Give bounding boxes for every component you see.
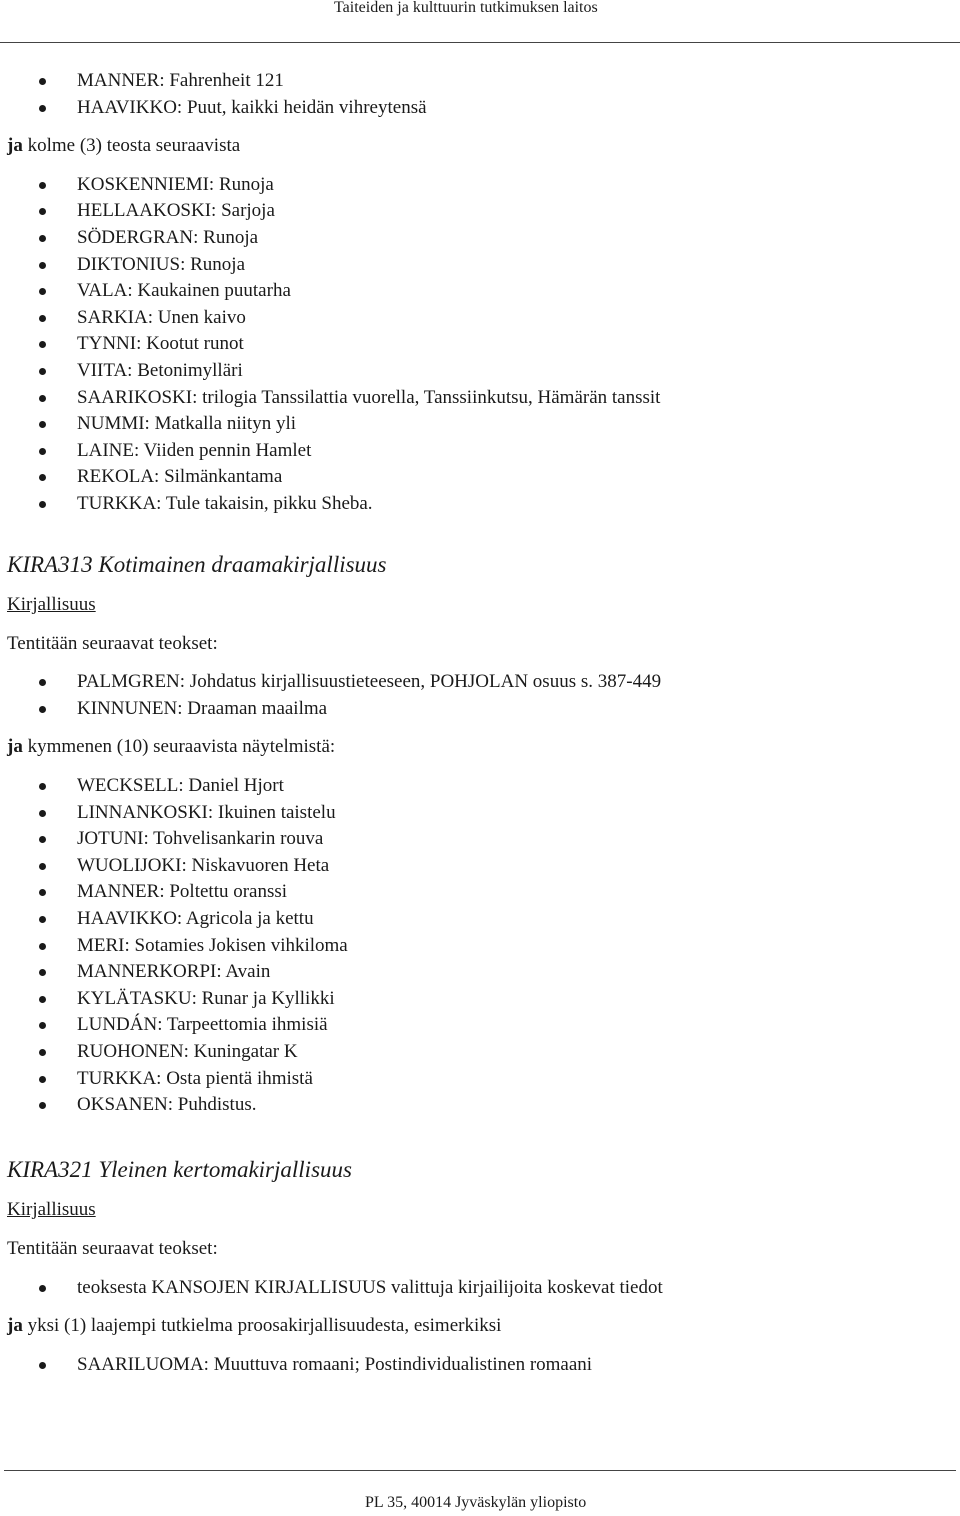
list-item: LUNDÁN: Tarpeettomia ihmisiä	[0, 1012, 960, 1039]
list-item: TURKKA: Osta pientä ihmistä	[0, 1066, 960, 1093]
list-item: LAINE: Viiden pennin Hamlet	[0, 438, 960, 465]
list-item: HAAVIKKO: Puut, kaikki heidän vihreytensä	[0, 95, 960, 122]
section2-intro-b	[0, 1313, 960, 1340]
list-item: MANNERKORPI: Avain	[0, 959, 960, 986]
and-word: ja	[7, 135, 23, 157]
section0-list-b	[0, 172, 960, 518]
list-item: KINNUNEN: Draaman maailma	[0, 696, 960, 723]
list-item: MANNER: Fahrenheit 121	[0, 68, 960, 95]
and-word: ja	[7, 1315, 23, 1337]
intro-text: kolme (3) teosta seuraavista	[27, 135, 241, 157]
list-item: SÖDERGRAN: Runoja	[0, 225, 960, 252]
section1-list-a	[0, 669, 960, 722]
list-item: HAAVIKKO: Agricola ja kettu	[0, 906, 960, 933]
section2-subheading: Kirjallisuus	[7, 1199, 96, 1221]
section0-list-a	[0, 68, 960, 121]
and-word: ja	[7, 736, 23, 758]
list-item: NUMMI: Matkalla niityn yli	[0, 411, 960, 438]
section0-intro-b	[0, 133, 960, 160]
list-item: RUOHONEN: Kuningatar K	[0, 1039, 960, 1066]
section1-list-b	[0, 773, 960, 1119]
list-item: TURKKA: Tule takaisin, pikku Sheba.	[0, 491, 960, 518]
section2-list-b	[0, 1352, 960, 1379]
section1-intro: Tentitään seuraavat teokset:	[7, 632, 218, 654]
section1-heading: KIRA313 Kotimainen draamakirjallisuus	[7, 551, 387, 577]
intro-text: kymmenen (10) seuraavista näytelmistä:	[27, 736, 336, 758]
list-item: DIKTONIUS: Runoja	[0, 252, 960, 279]
list-item: WECKSELL: Daniel Hjort	[0, 773, 960, 800]
footer-divider	[4, 1470, 956, 1471]
document-body	[0, 68, 960, 1378]
list-item: teoksesta KANSOJEN KIRJALLISUUS valittuja kirjailijoita koskevat tiedot	[0, 1275, 960, 1302]
list-item: MERI: Sotamies Jokisen vihkiloma	[0, 933, 960, 960]
list-item: SARKIA: Unen kaivo	[0, 305, 960, 332]
section1-intro-b	[0, 734, 960, 761]
footer-address: PL 35, 40014 Jyväskylän yliopisto	[365, 1494, 587, 1511]
list-item: SAARIKOSKI: trilogia Tanssilattia vuorella, Tanssiinkutsu, Hämärän tanssit	[0, 385, 960, 412]
list-item: HELLAAKOSKI: Sarjoja	[0, 198, 960, 225]
section2-heading: KIRA321 Yleinen kertomakirjallisuus	[7, 1156, 352, 1182]
list-item: SAARILUOMA: Muuttuva romaani; Postindividualistinen romaani	[0, 1352, 960, 1379]
list-item: WUOLIJOKI: Niskavuoren Heta	[0, 853, 960, 880]
list-item: VIITA: Betonimylläri	[0, 358, 960, 385]
section2-list-a	[0, 1275, 960, 1302]
section2-intro: Tentitään seuraavat teokset:	[7, 1237, 218, 1259]
list-item: TYNNI: Kootut runot	[0, 331, 960, 358]
list-item: OKSANEN: Puhdistus.	[0, 1092, 960, 1119]
list-item: MANNER: Poltettu oranssi	[0, 879, 960, 906]
header-institution: Taiteiden ja kulttuurin tutkimuksen laitos	[334, 0, 598, 16]
list-item: KOSKENNIEMI: Runoja	[0, 172, 960, 199]
intro-text: yksi (1) laajempi tutkielma proosakirjallisuudesta, esimerkiksi	[27, 1315, 502, 1337]
list-item: LINNANKOSKI: Ikuinen taistelu	[0, 800, 960, 827]
section1-subheading: Kirjallisuus	[7, 594, 96, 616]
list-item: JOTUNI: Tohvelisankarin rouva	[0, 826, 960, 853]
list-item: PALMGREN: Johdatus kirjallisuustieteeseen, POHJOLAN osuus s. 387-449	[0, 669, 960, 696]
page-header	[0, 0, 960, 43]
list-item: VALA: Kaukainen puutarha	[0, 278, 960, 305]
list-item: REKOLA: Silmänkantama	[0, 464, 960, 491]
list-item: KYLÄTASKU: Runar ja Kyllikki	[0, 986, 960, 1013]
